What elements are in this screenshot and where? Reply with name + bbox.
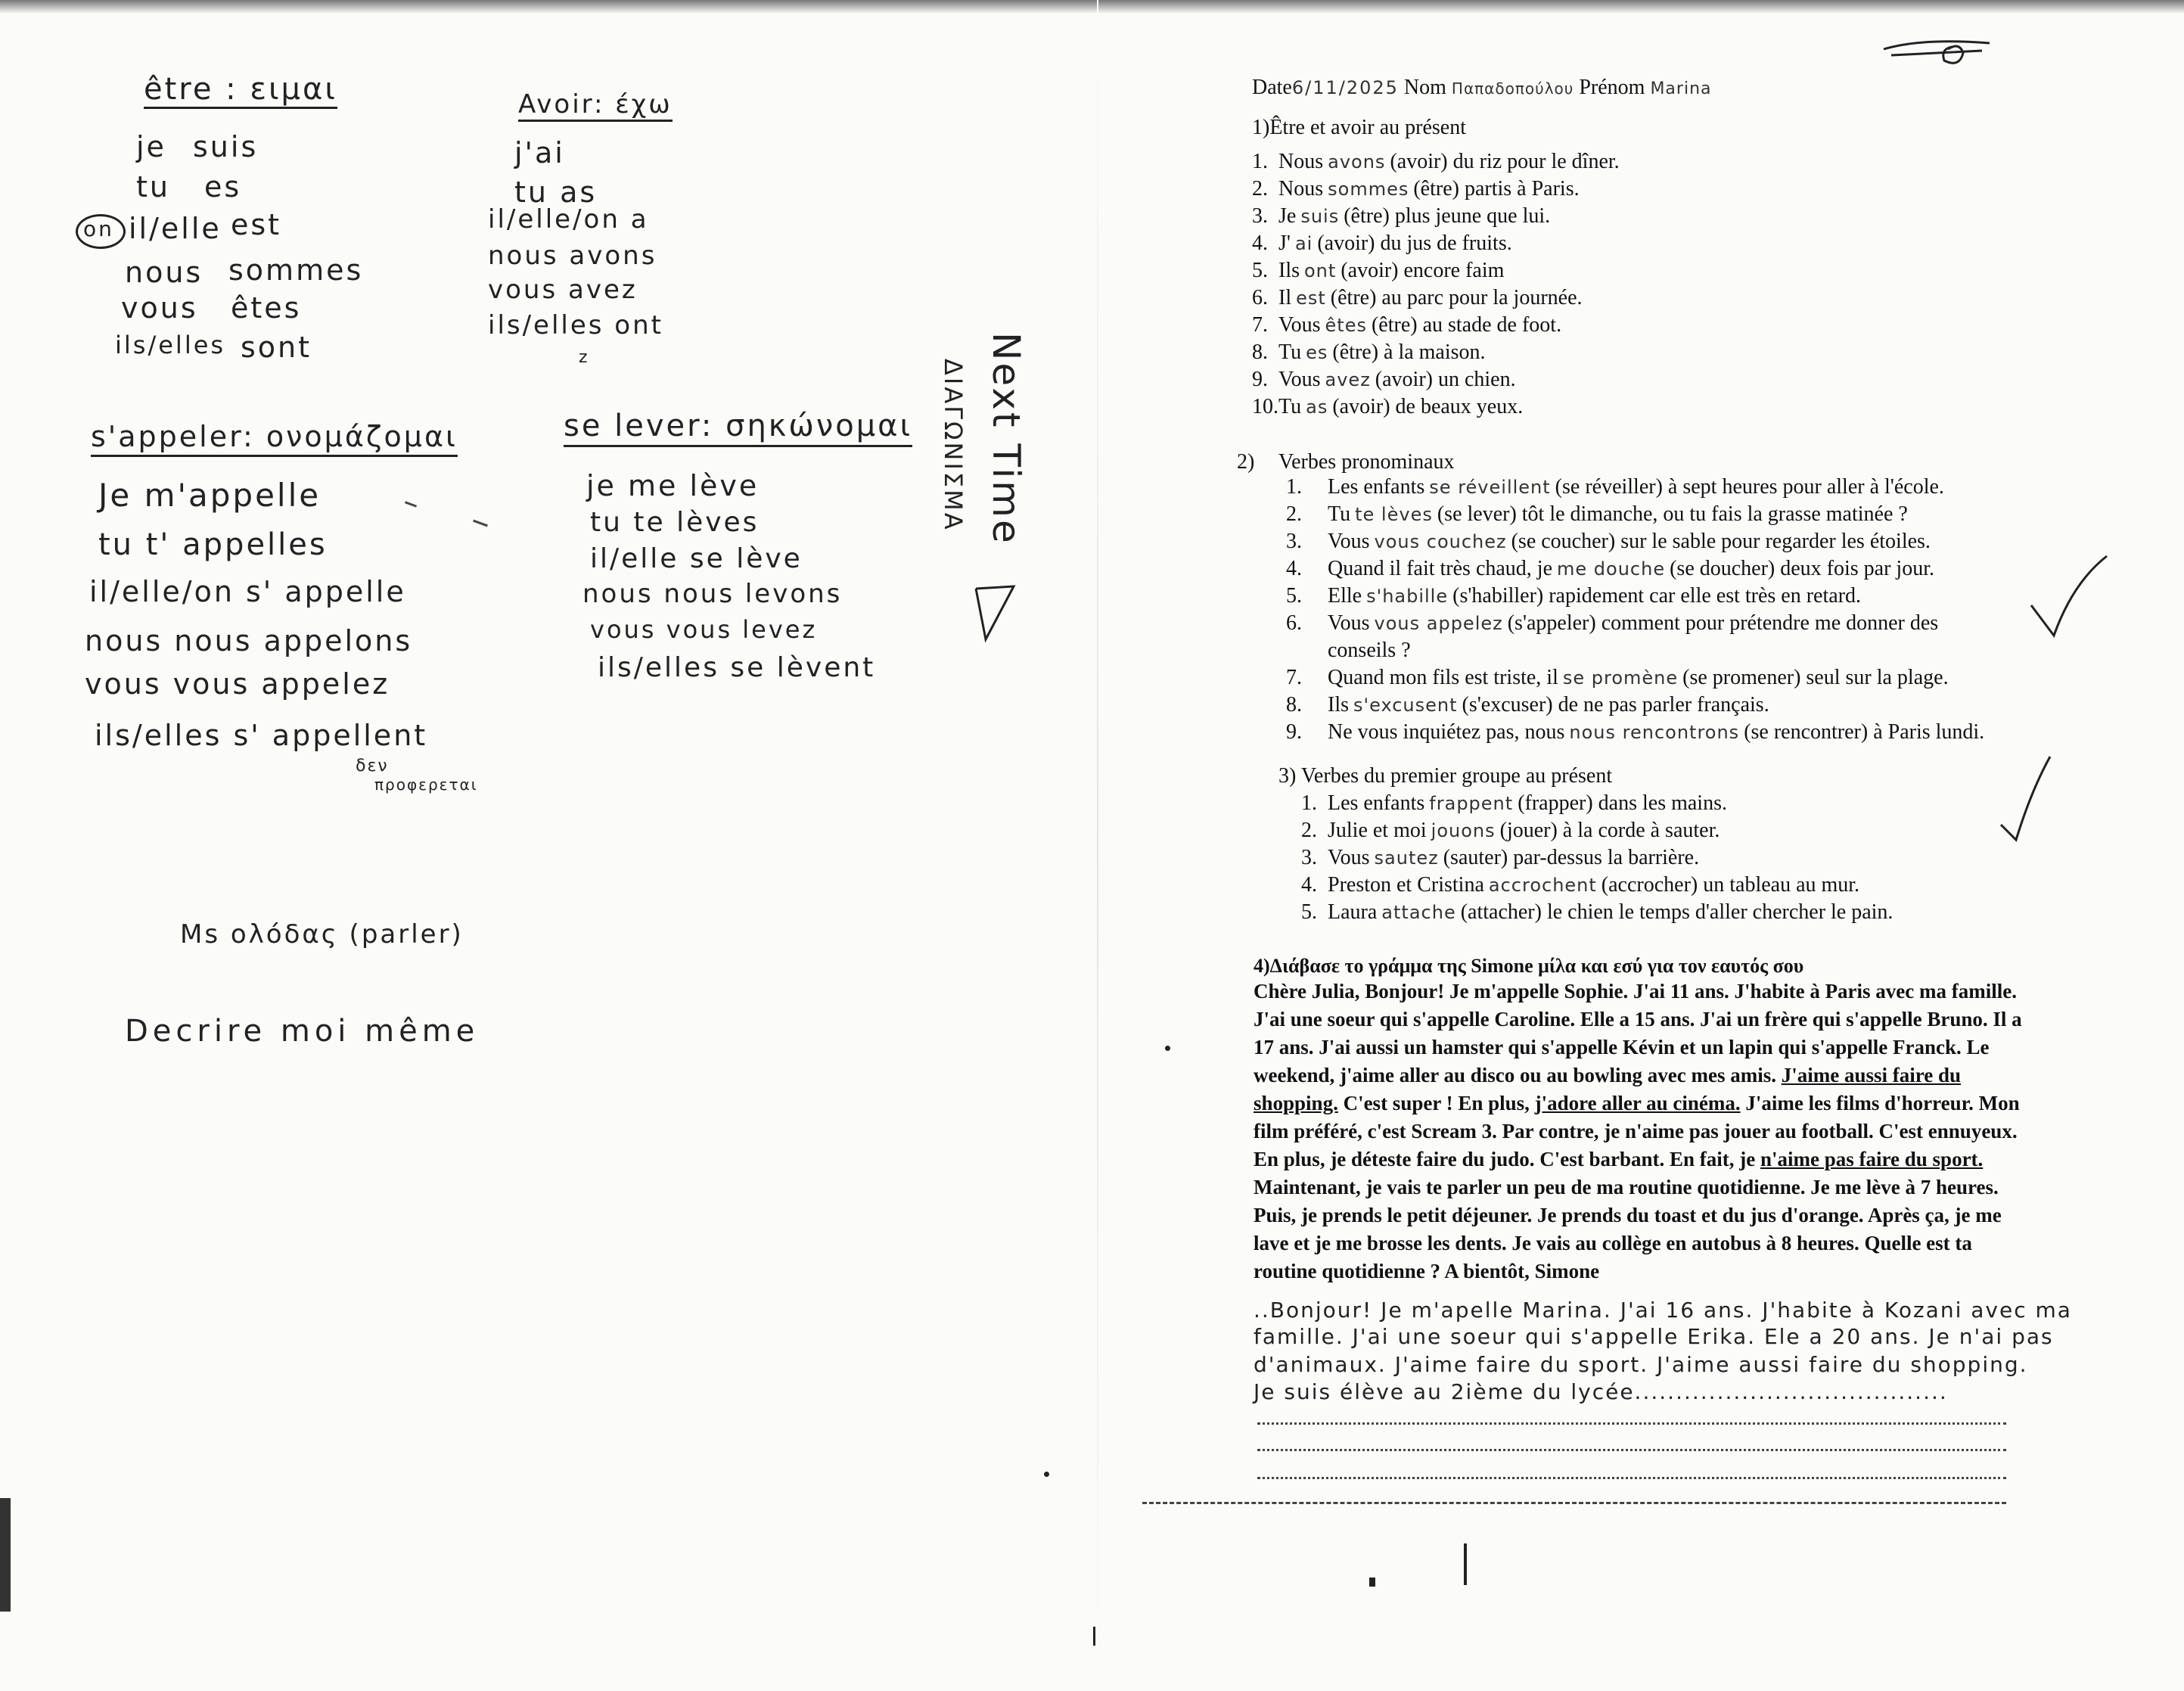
section-3-answer-field: jouons — [1431, 820, 1496, 841]
answer-dotline-1 — [1257, 1422, 2006, 1425]
check-mark-icon — [2027, 552, 2111, 643]
etre-pronoun-1: je — [136, 130, 166, 163]
section-2-item-hint: (se rencontrer) à Paris lundi. — [1744, 720, 1985, 744]
section-1-answer-field: êtes — [1325, 315, 1367, 336]
section-3-item-hint: (jouer) à la corde à sauter. — [1499, 819, 1720, 842]
section-2-item-text: conseils ? — [1328, 639, 1411, 662]
avoir-row-5: vous avez — [488, 275, 638, 305]
etre-verb-4: sommes — [228, 253, 364, 287]
avoir-row-1: j'ai — [514, 136, 565, 169]
letter-underlined-2: j'adore aller au cinéma. — [1534, 1092, 1741, 1114]
section-1-answer-field: es — [1306, 342, 1328, 363]
section-2-item-hint: (se doucher) deux fois par jour. — [1670, 557, 1934, 580]
section-2-item-number: 8. — [1286, 693, 1302, 716]
nom-field: Παπαδοπούλου — [1451, 79, 1574, 98]
selever-title: se lever: σηκώνομαι — [564, 409, 912, 447]
page-fold — [1097, 0, 1098, 1691]
section-2-item — [1286, 720, 1984, 744]
section-2-item-text: Ils — [1328, 693, 1349, 716]
etre-verb-6: sont — [241, 331, 312, 364]
section-1-item-text: Je — [1278, 204, 1297, 228]
section-2-item-text: Ne vous inquiétez pas, nous — [1328, 720, 1565, 744]
etre-title: être : ειμαι — [144, 72, 337, 109]
section-2-item — [1286, 475, 1944, 499]
section-2-item-number: 1. — [1286, 475, 1302, 499]
section-1-item-text: Tu — [1278, 340, 1302, 364]
section-1-item-hint: (avoir) du riz pour le dîner. — [1390, 150, 1620, 173]
section-2-item-hint: (s'habiller) rapidement car elle est très en retard. — [1452, 584, 1862, 608]
section-3-item — [1301, 791, 1727, 816]
section-2-answer-field: vous appelez — [1374, 613, 1503, 634]
prenom-label: Prénom — [1579, 76, 1645, 99]
section-1-item — [1252, 177, 1580, 201]
section-1-item — [1252, 340, 1486, 365]
scribble-logo-icon — [1876, 34, 1997, 79]
section-1-item-text: Nous — [1278, 177, 1324, 200]
selever-row-1: je me lève — [586, 469, 760, 502]
section-1-answer-field: ai — [1294, 233, 1313, 254]
section-2-item-hint: (se coucher) sur le sable pour regarder les étoiles. — [1511, 530, 1931, 553]
section-1-item — [1252, 395, 1523, 419]
avoir-liaison-z: z — [579, 348, 589, 367]
section-1-item — [1252, 232, 1512, 256]
sappeler-row-1: Je m'appelle — [98, 477, 322, 514]
section-1-answer-field: avons — [1328, 151, 1386, 173]
section-3-item-hint: (accrocher) un tableau au mur. — [1601, 873, 1860, 897]
section-1-item-text: Ils — [1278, 259, 1300, 282]
section-3-item-text: Laura — [1328, 900, 1378, 924]
section-2-answer-field: se promène — [1562, 667, 1679, 689]
stray-mark-4 — [1464, 1543, 1467, 1585]
section-3-item — [1301, 846, 1699, 870]
section-2-item — [1286, 557, 1934, 581]
etre-verb-5: êtes — [231, 291, 302, 325]
etre-pronoun-4: nous — [125, 256, 203, 289]
etre-pronoun-3: il/elle — [129, 212, 222, 245]
section-1-item — [1252, 259, 1504, 283]
section-2-item-hint: (se promener) seul sur la plage. — [1682, 666, 1949, 689]
selever-row-6: ils/elles se lèvent — [598, 652, 876, 683]
section-1-item-hint: (avoir) de beaux yeux. — [1332, 395, 1524, 418]
pencil-mark-1 — [405, 501, 417, 507]
section-3-item-hint: (attacher) le chien le temps d'aller chercher le pain. — [1460, 900, 1894, 924]
section-1-item — [1252, 204, 1550, 228]
section-2-item-hint: (se lever) tôt le dimanche, ou tu fais la grasse matinée ? — [1437, 502, 1908, 526]
section-3-item-number: 2. — [1301, 819, 1317, 842]
section-3-item-text: Les enfants — [1328, 791, 1425, 815]
date-label: Date — [1252, 76, 1292, 99]
answer-dotline-3 — [1257, 1477, 2006, 1479]
etre-pronoun-2: tu — [136, 170, 170, 204]
section-3-answer-field: frappent — [1429, 793, 1514, 814]
section-1-item-number: 4. — [1252, 232, 1268, 255]
section-2-answer-field: te lèves — [1355, 504, 1433, 525]
left-edge-mark — [0, 1498, 11, 1612]
section-3-item-number: 4. — [1301, 873, 1317, 897]
selever-row-2: tu te lèves — [590, 507, 760, 538]
pencil-mark-2 — [473, 520, 488, 527]
section-2-item — [1286, 584, 1861, 608]
side-note-next-time: Next Time — [984, 332, 1028, 546]
selever-row-3: il/elle se lève — [590, 543, 803, 574]
section-1-item-number: 8. — [1252, 340, 1268, 364]
section-1-item-number: 9. — [1252, 368, 1268, 391]
section-2-item-text: Elle — [1328, 584, 1362, 608]
section-1-item-hint: (avoir) du jus de fruits. — [1317, 232, 1512, 255]
avoir-title: Avoir: έχω — [518, 89, 673, 122]
section-2-item-text: Les enfants — [1328, 475, 1425, 499]
section-2-item — [1286, 693, 1769, 717]
header-line — [1252, 76, 1712, 100]
sappeler-title: s'appeler: ονομάζομαι — [91, 420, 458, 457]
date-field: 6/11/2025 — [1291, 77, 1399, 98]
section-2-item-hint: (se réveiller) à sept heures pour aller à l'école. — [1555, 475, 1944, 499]
stray-mark-2 — [1044, 1472, 1049, 1477]
letter-part-a: Chère Julia, Bonjour! Je m'appelle Sophie. J'ai 11 ans. J'habite à Paris avec ma famille. J'ai une soeur qui s'appelle Caroline. Elle a 15 ans. J'ai un frère qui s'appelle Bruno. Il a 17 ans. J'ai aussi un hamster qui s'appelle Kévin et un lapin qui s'appelle Franck. Le weekend, j'aime aller au disco ou au bowling avec mes amis. — [1254, 980, 2022, 1086]
sappeler-row-6: ils/elles s' appellent — [95, 719, 428, 752]
letter-underlined-1: J'aime aussi faire du shopping. — [1254, 1064, 1962, 1114]
stray-mark-1 — [1165, 1046, 1170, 1051]
section-2-item-hint: (s'excuser) de ne pas parler français. — [1462, 693, 1769, 716]
section-1-item — [1252, 313, 1561, 337]
section-3-item-hint: (frapper) dans les mains. — [1518, 791, 1727, 815]
letter-text — [1254, 978, 2029, 1285]
section-3-item-number: 5. — [1301, 900, 1317, 924]
avoir-row-4: nous avons — [488, 241, 657, 271]
section-1-item-hint: (avoir) encore faim — [1341, 259, 1505, 282]
etre-pronoun-5: vous — [121, 291, 198, 325]
section-1-item — [1252, 368, 1516, 392]
section-2-answer-field: vous couchez — [1374, 531, 1507, 552]
section-2-item-text: Vous — [1328, 611, 1370, 635]
exclamation-triangle-icon — [972, 583, 1017, 643]
section-2-item-number: 3. — [1286, 530, 1302, 553]
section-2-item — [1286, 502, 1908, 527]
section-1-item-hint: (être) au stade de foot. — [1371, 313, 1562, 337]
answer-line-2: famille. J'ai une soeur qui s'appelle Erika. Ele a 20 ans. Je n'ai pas — [1254, 1324, 2054, 1349]
section-1-answer-field: suis — [1300, 206, 1340, 227]
answer-line-1: ..Bonjour! Je m'apelle Marina. J'ai 16 ans. J'habite à Kozani avec ma — [1254, 1298, 2072, 1323]
selever-row-5: vous vous levez — [590, 615, 818, 644]
section-2-item — [1286, 611, 1938, 636]
etre-verb-2: es — [204, 170, 242, 204]
side-note-test: ΔΙΑΓΩΝΙΣΜΑ — [939, 359, 968, 532]
letter-part-c: J'aime les films d'horreur. Mon film préféré, c'est Scream 3. Par contre, je n'aime pas jouer au football. C'est ennuyeux. En plus, je déteste faire du judo. C'est barbant. En fait, je — [1254, 1092, 2020, 1170]
sappeler-row-5: vous vous appelez — [85, 667, 390, 701]
section-1-item-number: 7. — [1252, 313, 1268, 337]
section-2-item-hint: (s'appeler) comment pour prétendre me donner des — [1507, 611, 1939, 635]
section-2-item — [1286, 639, 1420, 663]
sappeler-row-3: il/elle/on s' appelle — [89, 575, 406, 608]
selever-row-4: nous nous levons — [583, 579, 843, 609]
section-1-item-text: J' — [1278, 232, 1291, 255]
section-2-item-number: 2. — [1286, 502, 1302, 526]
section-2-answer-field: s'habille — [1366, 586, 1449, 607]
on-label: on — [83, 216, 114, 241]
section-1-item-text: Vous — [1278, 368, 1321, 391]
stray-mark-5 — [1093, 1627, 1095, 1646]
sappeler-note-2: προφερεται — [374, 776, 478, 794]
section-3-item-hint: (sauter) par-dessus la barrière. — [1443, 846, 1700, 869]
section-1-answer-field: as — [1306, 396, 1328, 418]
section-1-item-text: Vous — [1278, 313, 1321, 337]
section-1-item-number: 5. — [1252, 259, 1268, 282]
section-2-answer-field: nous rencontrons — [1569, 722, 1740, 743]
section-2-item — [1286, 530, 1931, 554]
etre-verb-1: suis — [193, 130, 259, 163]
section-2-item-text: Tu — [1328, 502, 1351, 526]
section-2-number: 2) — [1237, 450, 1255, 474]
avoir-row-2: tu as — [514, 176, 598, 209]
section-2-item-text: Quand il fait très chaud, je — [1328, 557, 1553, 580]
etre-verb-3: est — [231, 208, 282, 241]
section-3-item-text: Vous — [1328, 846, 1370, 869]
section-1-item-text: Tu — [1278, 395, 1302, 418]
section-1-answer-field: ont — [1304, 260, 1337, 281]
sappeler-row-4: nous nous appelons — [85, 624, 413, 657]
section-4-title: 4)Διάβασε το γράμμα της Simone μίλα και εσύ για τον εαυτός σου — [1254, 955, 1804, 977]
section-1-item — [1252, 150, 1620, 174]
section-2-item-number: 6. — [1286, 611, 1302, 635]
section-1-item-number: 6. — [1252, 286, 1268, 309]
section-1-item-hint: (être) à la maison. — [1332, 340, 1486, 364]
stray-mark-3 — [1369, 1578, 1375, 1587]
section-1-answer-field: sommes — [1328, 179, 1409, 200]
section-2-item — [1286, 666, 1949, 690]
sappeler-note-1: δεν — [356, 757, 389, 776]
section-3-item — [1301, 819, 1720, 843]
avoir-row-6: ils/elles ont — [488, 310, 663, 340]
section-2-title: Verbes pronominaux — [1278, 450, 1455, 474]
section-1-item-number: 1. — [1252, 150, 1268, 173]
section-2-item-number: 9. — [1286, 720, 1302, 744]
section-3-item-text: Julie et moi — [1328, 819, 1427, 842]
avoir-row-3: il/elle/on a — [488, 204, 649, 235]
section-1-item-hint: (être) au parc pour la journée. — [1330, 286, 1583, 309]
note-decrire: Decrire moi même — [125, 1014, 480, 1049]
section-3-item — [1301, 873, 1859, 897]
section-2-item-number: 7. — [1286, 666, 1302, 689]
answer-dotline-4 — [1142, 1502, 2006, 1504]
section-3-item-number: 1. — [1301, 791, 1317, 815]
section-3-title: 3) Verbes du premier groupe au présent — [1278, 764, 1613, 788]
nom-label: Nom — [1403, 76, 1446, 99]
check-mark-icon-2 — [1997, 753, 2058, 844]
section-3-item — [1301, 900, 1893, 925]
etre-pronoun-6: ils/elles — [115, 331, 226, 359]
answer-dotline-2 — [1257, 1449, 2006, 1451]
prenom-field: Marina — [1650, 79, 1712, 98]
section-2-item-number: 5. — [1286, 584, 1302, 608]
section-1-item-hint: (avoir) un chien. — [1375, 368, 1516, 391]
answer-line-3: d'animaux. J'aime faire du sport. J'aime aussi faire du shopping. — [1254, 1352, 2028, 1377]
section-3-answer-field: accrochent — [1488, 875, 1597, 896]
section-1-item-hint: (être) partis à Paris. — [1413, 177, 1580, 200]
sappeler-row-2: tu t' appelles — [98, 527, 328, 562]
section-1-item-text: Nous — [1278, 150, 1324, 173]
section-3-answer-field: attache — [1381, 902, 1456, 923]
section-3-item-number: 3. — [1301, 846, 1317, 869]
section-1-title: 1)Être et avoir au présent — [1252, 116, 1466, 139]
section-1-item-number: 2. — [1252, 177, 1268, 200]
answer-line-4: Je suis élève au 2ième du lycée...................................... — [1254, 1379, 1948, 1404]
section-1-item-hint: (être) plus jeune que lui. — [1344, 204, 1551, 228]
note-parler: Ms ολόδας (parler) — [180, 919, 464, 950]
section-2-answer-field: se réveillent — [1429, 477, 1551, 498]
section-2-item-text: Quand mon fils est triste, il — [1328, 666, 1558, 689]
section-3-item-text: Preston et Cristina — [1328, 873, 1484, 897]
section-2-answer-field: me douche — [1557, 558, 1666, 580]
section-1-item — [1252, 286, 1583, 310]
letter-underlined-3: n'aime pas faire du sport. — [1760, 1148, 1984, 1170]
letter-part-d: Maintenant, je vais te parler un peu de ma routine quotidienne. Je me lève à 7 heures. Puis, je prends le petit déjeuner. Je prends du toast et du jus d'orange. Après ça, je me lave et je me brosse les dents. Je vais au collège en autobus à 8 heures. Quelle est ta routine quotidienne ? A bientôt, Simone — [1254, 1176, 2002, 1282]
section-3-answer-field: sautez — [1374, 847, 1439, 869]
section-2-item-text: Vous — [1328, 530, 1370, 553]
section-1-answer-field: est — [1296, 288, 1326, 309]
section-1-item-number: 3. — [1252, 204, 1268, 228]
section-2-item-number: 4. — [1286, 557, 1302, 580]
section-1-item-number: 10. — [1252, 395, 1278, 418]
letter-part-b: C'est super ! En plus, — [1343, 1092, 1530, 1114]
section-1-item-text: Il — [1278, 286, 1292, 309]
section-2-answer-field: s'excusent — [1353, 695, 1458, 716]
top-edge-shadow — [0, 0, 2184, 14]
section-1-answer-field: avez — [1325, 369, 1371, 390]
